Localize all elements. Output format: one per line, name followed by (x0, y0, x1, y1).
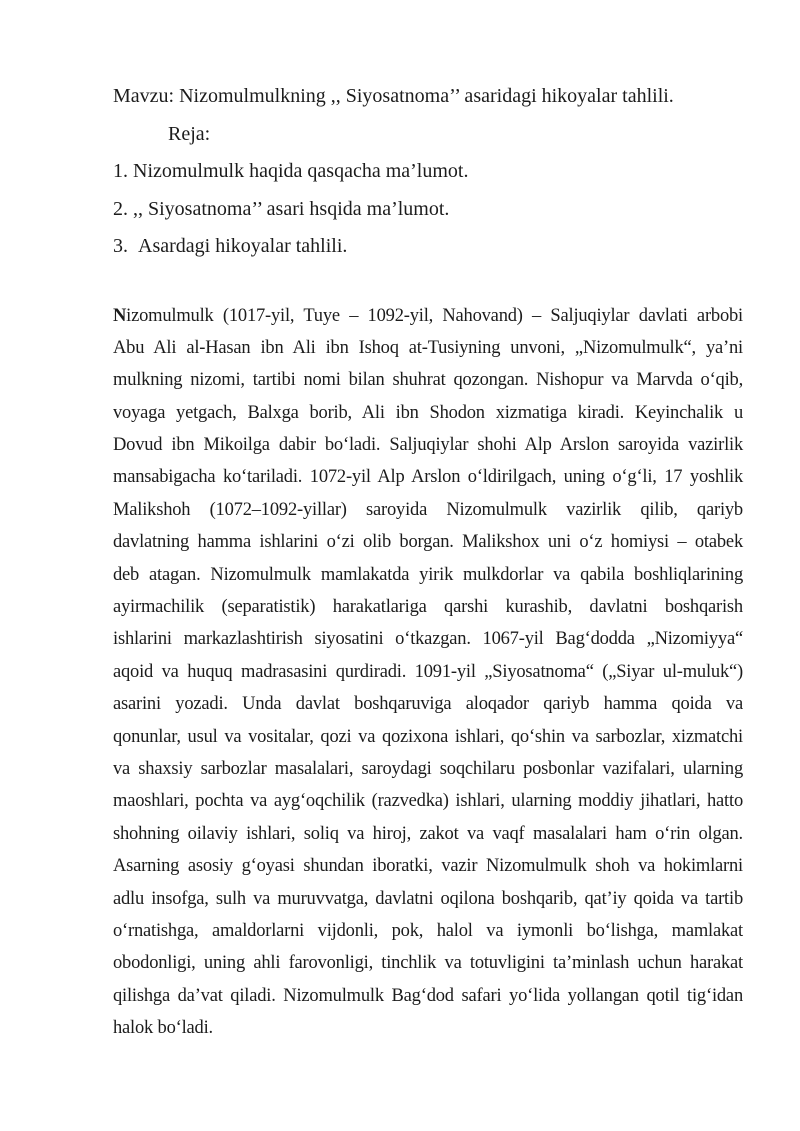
body-line: asarini yozadi. Unda davlat boshqaruviga aloqador qariyb hamma qoida va (113, 694, 743, 715)
body-line-last: halok bo‘ladi. (113, 1018, 213, 1039)
body-line: aqoid va huquq madrasasini qurdiradi. 1091-yil „Siyosatnoma“ („Siyar ul-muluk“) (113, 661, 743, 682)
page-title: Mavzu: Nizomulmulkning ,, Siyosatnoma’’ asaridagi hikoyalar tahlili. (113, 85, 674, 107)
plan-item: 2. ,, Siyosatnoma’’ asari hsqida ma’lumot. (113, 197, 450, 220)
header-block (113, 78, 743, 266)
body-line: va shaxsiy sarbozlar masalalari, saroydagi soqchilaru posbonlar vazifalari, ularning (113, 758, 743, 779)
plan-item: 3. Asardagi hikoyalar tahlili. (113, 235, 348, 257)
body-line: qilishga da’vat qiladi. Nizomulmulk Bag‘dod safari yo‘lida yollangan qotil tig‘idan (113, 985, 743, 1006)
body-line: maoshlari, pochta va ayg‘oqchilik (razvedka) ishlari, ularning moddiy jihatlari, hatto (113, 791, 743, 812)
body-line: obodonligi, uning ahli farovonligi, tinchlik va totuvligini ta’minlash uchun harakat (113, 953, 743, 974)
page-content (113, 0, 743, 1044)
body-line: deb atagan. Nizomulmulk mamlakatda yirik mulkdorlar va qabila boshliqlarining (113, 564, 743, 585)
body-line: qonunlar, usul va vositalar, qozi va qozixona ishlari, qo‘shin va sarbozlar, xizmatchi (113, 726, 743, 747)
body-line: o‘rnatishga, amaldorlarni vijdonli, pok, halol va iymonli bo‘lishga, mamlakat (113, 920, 743, 941)
body-line-first (113, 300, 743, 332)
drop-initial: N (113, 305, 127, 326)
body-line: Dovud ibn Mikoilga dabir bo‘ladi. Saljuqiylar shohi Alp Arslon saroyida vazirlik (113, 435, 743, 456)
first-line-text: izomulmulk (1017-yil, Tuye – 1092-yil, Nahovand) – Saljuqiylar davlati arbobi (126, 305, 743, 326)
body-line: Asarning asosiy g‘oyasi shundan iboratki, vazir Nizomulmulk shoh va hokimlarni (113, 856, 743, 877)
body-line: Malikshoh (1072–1092-yillar) saroyida Nizomulmulk vazirlik qilib, qariyb (113, 499, 743, 520)
body-line: ishlarini markazlashtirish siyosatini o‘tkazgan. 1067-yil Bag‘dodda „Nizomiyya“ (113, 629, 743, 650)
paragraph (113, 300, 743, 1045)
body-line: adlu insofga, sulh va muruvvatga, davlatni oqilona boshqarib, qat’iy qoida va tartib (113, 888, 743, 909)
body-line: ayirmachilik (separatistik) harakatlariga qarshi kurashib, davlatni boshqarish (113, 597, 743, 618)
plan-item: 1. Nizomulmulk haqida qasqacha ma’lumot. (113, 160, 469, 182)
body-line: davlatning hamma ishlarini o‘zi olib borgan. Malikshox uni o‘z homiysi – otabek (113, 532, 743, 553)
body-line: Abu Ali al-Hasan ibn Ali ibn Ishoq at-Tusiyning unvoni, „Nizomulmulk“, ya’ni (113, 337, 743, 358)
body-line: shohning oilaviy ishlari, soliq va hiroj, zakot va vaqf masalalari ham o‘rin olgan. (113, 823, 743, 844)
body-line: mulkning nizomi, tartibi nomi bilan shuhrat qozongan. Nishopur va Marvda o‘qib, (113, 370, 743, 391)
body-line: mansabigacha ko‘tariladi. 1072-yil Alp Arslon o‘ldirilgach, uning o‘g‘li, 17 yoshlik (113, 467, 743, 488)
plan-heading: Reja: (168, 122, 211, 145)
body-line: voyaga yetgach, Balxga borib, Ali ibn Shodon xizmatiga kiradi. Keyinchalik u (113, 402, 743, 423)
